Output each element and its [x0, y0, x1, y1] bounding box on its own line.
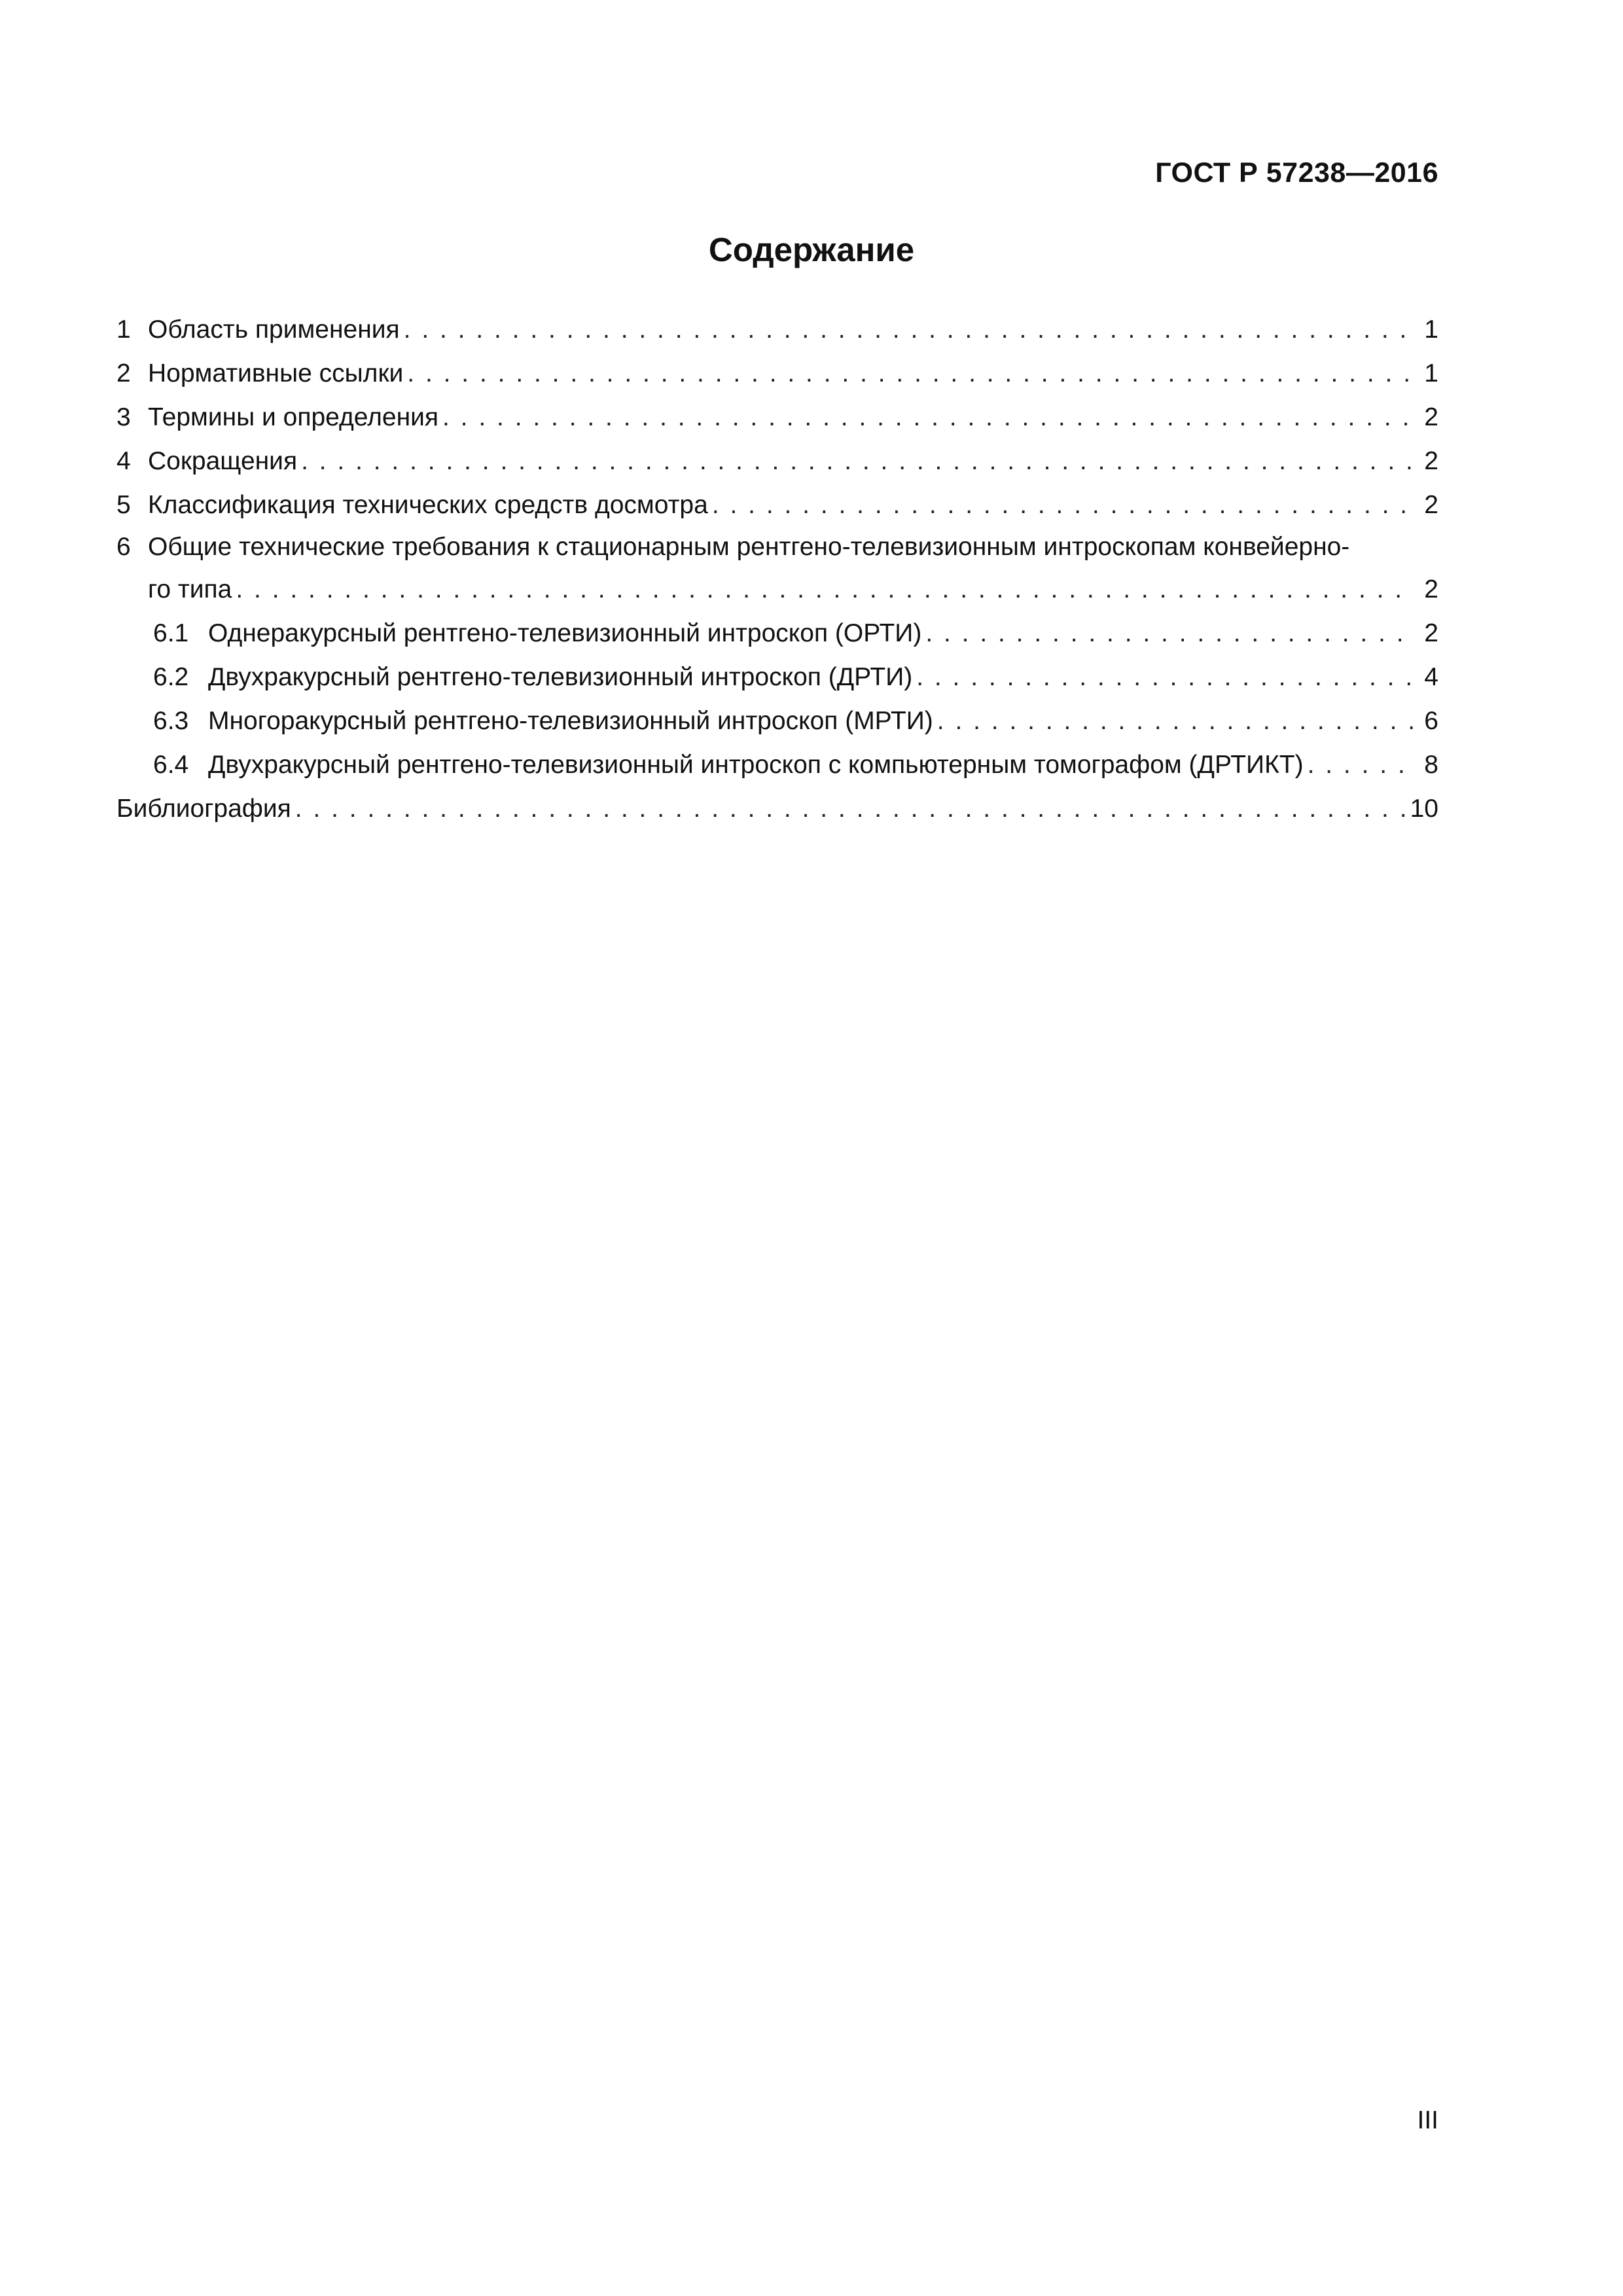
toc-entry-label: Многоракурсный рентгено-телевизионный интроскоп (МРТИ): [208, 707, 933, 735]
toc-leader-dots: [925, 611, 1415, 655]
toc-entry-page: 6: [1424, 707, 1438, 735]
toc-entry-number: 6.4: [153, 751, 189, 779]
document-code: ГОСТ Р 57238—2016: [1155, 157, 1438, 188]
toc-entry-continuation[interactable]: [116, 567, 1438, 611]
toc-entry[interactable]: [116, 308, 1438, 351]
toc-entry-label: Общие технические требования к стационарным рентгено-телевизионным интроскопам конвейерно-: [148, 533, 1350, 561]
toc-leader-dots: [712, 483, 1415, 527]
toc-entry-number: 6: [116, 533, 131, 561]
toc-entry-label: Сокращения: [148, 447, 298, 475]
toc-entry-bibliography[interactable]: [116, 787, 1438, 831]
toc-leader-dots: [407, 351, 1415, 395]
toc-entry-label: Классификация технических средств досмотра: [148, 491, 708, 519]
toc-leader-dots: [442, 395, 1415, 439]
toc-entry-label-continuation: го типа: [148, 575, 232, 603]
toc-entry-number: 6.2: [153, 663, 189, 691]
toc-entry-page: 1: [1424, 315, 1438, 344]
toc-entry-page: 2: [1424, 447, 1438, 475]
toc-entry-page: 8: [1424, 751, 1438, 779]
page-number: III: [1417, 2106, 1438, 2134]
table-of-contents: [116, 308, 1438, 831]
toc-entry-number: 4: [116, 447, 131, 475]
toc-entry-number: 1: [116, 315, 131, 344]
toc-entry-number: 6.3: [153, 707, 189, 735]
toc-entry-page: 2: [1424, 575, 1438, 603]
toc-entry-label: Двухракурсный рентгено-телевизионный интроскоп с компьютерным томографом (ДРТИКТ): [208, 751, 1304, 779]
toc-entry-label: Термины и определения: [148, 403, 439, 431]
toc-leader-dots: [1308, 743, 1415, 787]
toc-entry-page: 2: [1424, 619, 1438, 647]
toc-leader-dots: [937, 699, 1415, 743]
toc-entry-number: 2: [116, 359, 131, 387]
toc-entry[interactable]: [116, 439, 1438, 483]
toc-entry[interactable]: [116, 351, 1438, 395]
toc-leader-dots: [916, 655, 1415, 699]
toc-entry-label: Однеракурсный рентгено-телевизионный интроскоп (ОРТИ): [208, 619, 922, 647]
toc-subentry[interactable]: [116, 743, 1438, 787]
toc-entry-label: Библиография: [116, 795, 291, 823]
toc-entry-number: 5: [116, 491, 131, 519]
toc-entry[interactable]: [116, 395, 1438, 439]
toc-entry[interactable]: [116, 483, 1438, 527]
toc-entry-label: Двухракурсный рентгено-телевизионный интроскоп (ДРТИ): [208, 663, 913, 691]
toc-entry-page: 4: [1424, 663, 1438, 691]
toc-entry-page: 2: [1424, 403, 1438, 431]
toc-subentry[interactable]: [116, 611, 1438, 655]
toc-leader-dots: [236, 567, 1415, 611]
toc-entry-page: 10: [1410, 795, 1438, 823]
toc-subentry[interactable]: [116, 655, 1438, 699]
toc-entry-page: 1: [1424, 359, 1438, 387]
toc-subentry[interactable]: [116, 699, 1438, 743]
toc-leader-dots: [301, 439, 1415, 483]
toc-entry-label: Область применения: [148, 315, 400, 344]
toc-entry-label: Нормативные ссылки: [148, 359, 404, 387]
toc-entry-number: 3: [116, 403, 131, 431]
toc-entry-number: 6.1: [153, 619, 189, 647]
toc-leader-dots: [404, 308, 1415, 351]
toc-title: Содержание: [708, 231, 915, 268]
toc-leader-dots: [295, 787, 1406, 831]
toc-entry[interactable]: [116, 527, 1438, 567]
toc-entry-page: 2: [1424, 491, 1438, 519]
